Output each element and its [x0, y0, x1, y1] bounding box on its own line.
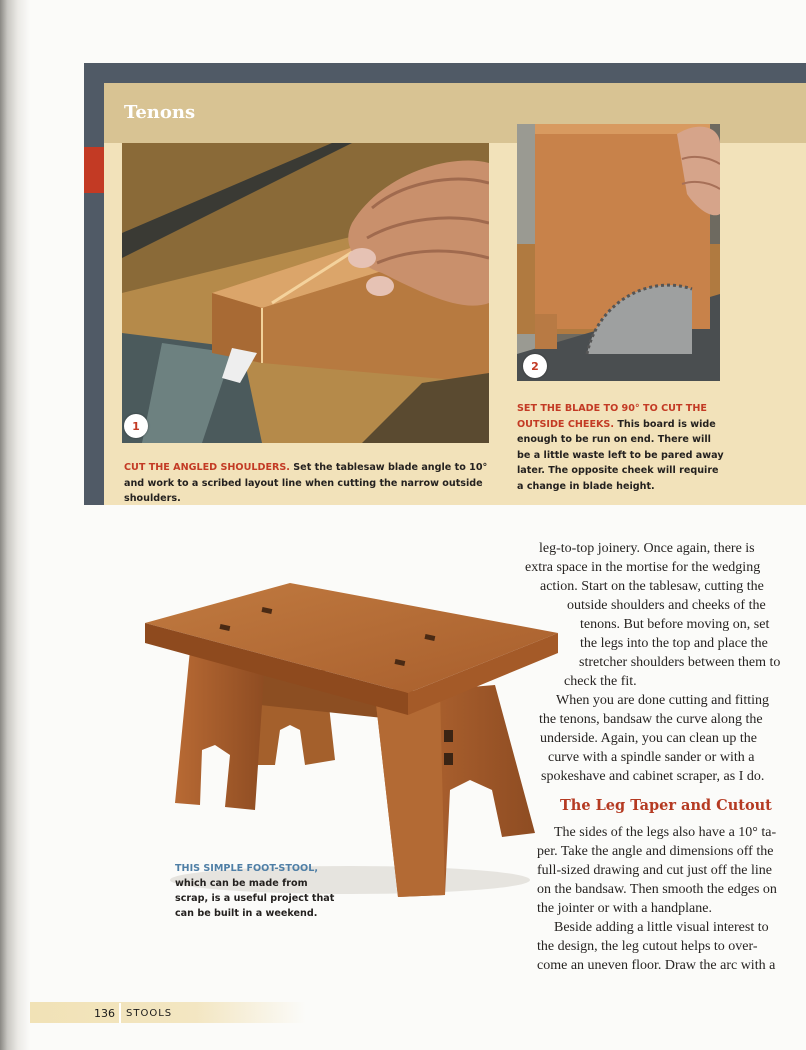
photo2-caption-lead: SET THE BLADE TO 90° TO CUT THE OUTSIDE CHEEKS.	[517, 403, 707, 430]
body-line: When you are done cutting and fitting	[556, 693, 770, 708]
photo1-caption-body: Set the tablesaw blade angle to 10° and work to a scribed layout line when cutting the narrow outside shoulders.	[124, 462, 488, 504]
body-line: extra space in the mortise for the wedging	[525, 560, 761, 575]
photo-angled-shoulders	[122, 143, 489, 443]
footstool-photo	[140, 575, 560, 905]
footstool-caption-lead: THIS SIMPLE FOOT-STOOL,	[175, 863, 318, 874]
step-badge-1: 1	[124, 414, 148, 438]
body-line: stretcher shoulders between them to	[579, 655, 781, 670]
body-line: on the bandsaw. Then smooth the edges on	[537, 882, 777, 897]
body-line: per. Take the angle and dimensions off the	[537, 844, 774, 859]
body-line: Beside adding a little visual interest to	[554, 920, 769, 935]
body-line: outside shoulders and cheeks of the	[567, 598, 766, 613]
body-line: come an uneven floor. Draw the arc with a	[537, 958, 776, 973]
step-badge-2: 2	[523, 354, 547, 378]
photo-outside-cheeks	[517, 124, 720, 381]
sidebar-accent-tab	[84, 147, 104, 193]
section-heading: The Leg Taper and Cutout	[560, 797, 772, 814]
body-line: underside. Again, you can clean up the	[540, 731, 757, 746]
page-number: 136	[94, 1007, 115, 1020]
body-line: the jointer or with a handplane.	[537, 901, 712, 916]
body-line: curve with a spindle sander or with a	[548, 750, 755, 765]
body-line: the legs into the top and place the	[580, 636, 768, 651]
body-line: leg-to-top joinery. Once again, there is	[539, 541, 755, 556]
body-line: spokeshave and cabinet scraper, as I do.	[541, 769, 765, 784]
photo1-caption	[124, 460, 496, 507]
body-line: The sides of the legs also have a 10° ta-	[554, 825, 777, 840]
body-line: action. Start on the tablesaw, cutting the	[540, 579, 764, 594]
footer-divider	[119, 1003, 121, 1023]
body-line: tenons. But before moving on, set	[580, 617, 770, 632]
running-section-title: STOOLS	[126, 1008, 173, 1019]
sidebar-title: Tenons	[124, 102, 196, 123]
body-line: check the fit.	[564, 674, 637, 689]
binding-shadow	[0, 0, 30, 1050]
footstool-caption-body: which can be made from scrap, is a useful project that can be built in a weekend.	[175, 878, 335, 919]
footstool-caption	[175, 861, 335, 921]
body-line: the design, the leg cutout helps to over-	[537, 939, 758, 954]
photo1-caption-lead: CUT THE ANGLED SHOULDERS.	[124, 462, 290, 473]
body-line: full-sized drawing and cut just off the line	[537, 863, 772, 878]
photo2-caption-body: This board is wide enough to be run on end. There will be a little waste left to be pared away later. The opposite cheek will require a change in blade height.	[517, 418, 724, 492]
photo2-caption	[517, 401, 727, 494]
body-line: the tenons, bandsaw the curve along the	[539, 712, 763, 727]
